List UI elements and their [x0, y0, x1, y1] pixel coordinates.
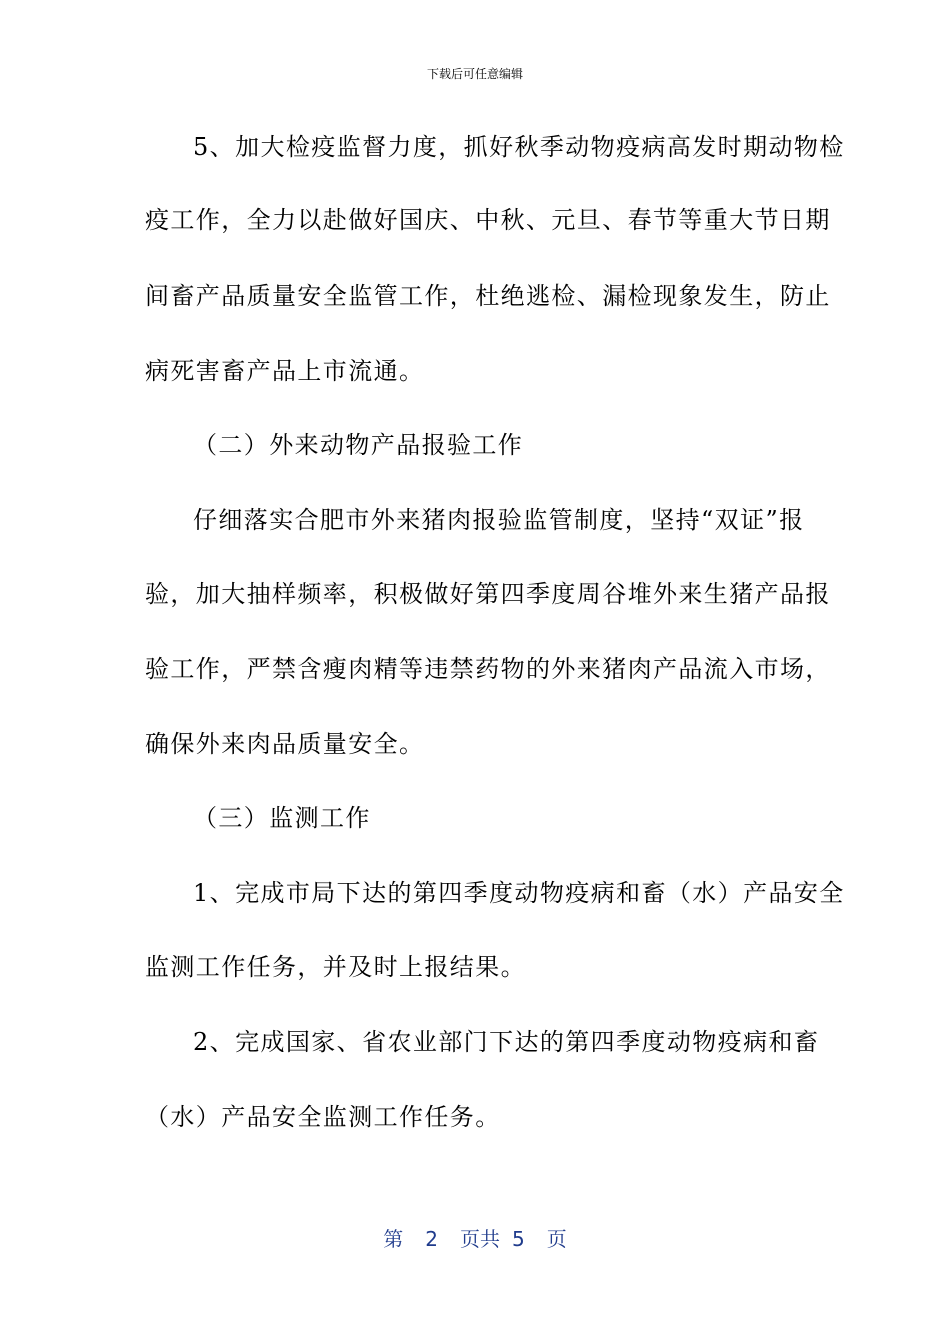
section-heading: （三）监测工作 [193, 804, 371, 832]
paragraph-line: 仔细落实合肥市外来猪肉报验监管制度，坚持“双证”报 [193, 506, 805, 534]
paragraph-line: （水）产品安全监测工作任务。 [145, 1103, 501, 1131]
page-header-note: 下载后可任意编辑 [426, 67, 523, 81]
total-pages-number: 5 [512, 1227, 525, 1251]
footer-middle: 页共 [460, 1227, 500, 1251]
paragraph-line: 验，加大抽样频率，积极做好第四季度周谷堆外来生猪产品报 [145, 580, 831, 608]
paragraph-line: 验工作，严禁含瘦肉精等违禁药物的外来猪肉产品流入市场， [145, 655, 831, 683]
paragraph-line: 确保外来肉品质量安全。 [145, 730, 425, 758]
footer-suffix: 页 [546, 1227, 567, 1251]
paragraph-line: 监测工作任务，并及时上报结果。 [145, 953, 526, 981]
section-heading: （二）外来动物产品报验工作 [193, 431, 524, 459]
paragraph-line: 1、完成市局下达的第四季度动物疫病和畜（水）产品安全 [193, 879, 845, 907]
paragraph-line: 疫工作，全力以赴做好国庆、中秋、元旦、春节等重大节日期 [145, 206, 831, 234]
current-page-number: 2 [425, 1227, 438, 1251]
footer-prefix: 第 [383, 1227, 404, 1251]
paragraph-line: 5、加大检疫监督力度，抓好秋季动物疫病高发时期动物检 [193, 133, 845, 161]
paragraph-line: 2、完成国家、省农业部门下达的第四季度动物疫病和畜 [193, 1028, 820, 1056]
paragraph-line: 病死害畜产品上市流通。 [145, 357, 425, 385]
paragraph-line: 间畜产品质量安全监管工作，杜绝逃检、漏检现象发生，防止 [145, 282, 831, 310]
page-number-footer [0, 1225, 950, 1253]
